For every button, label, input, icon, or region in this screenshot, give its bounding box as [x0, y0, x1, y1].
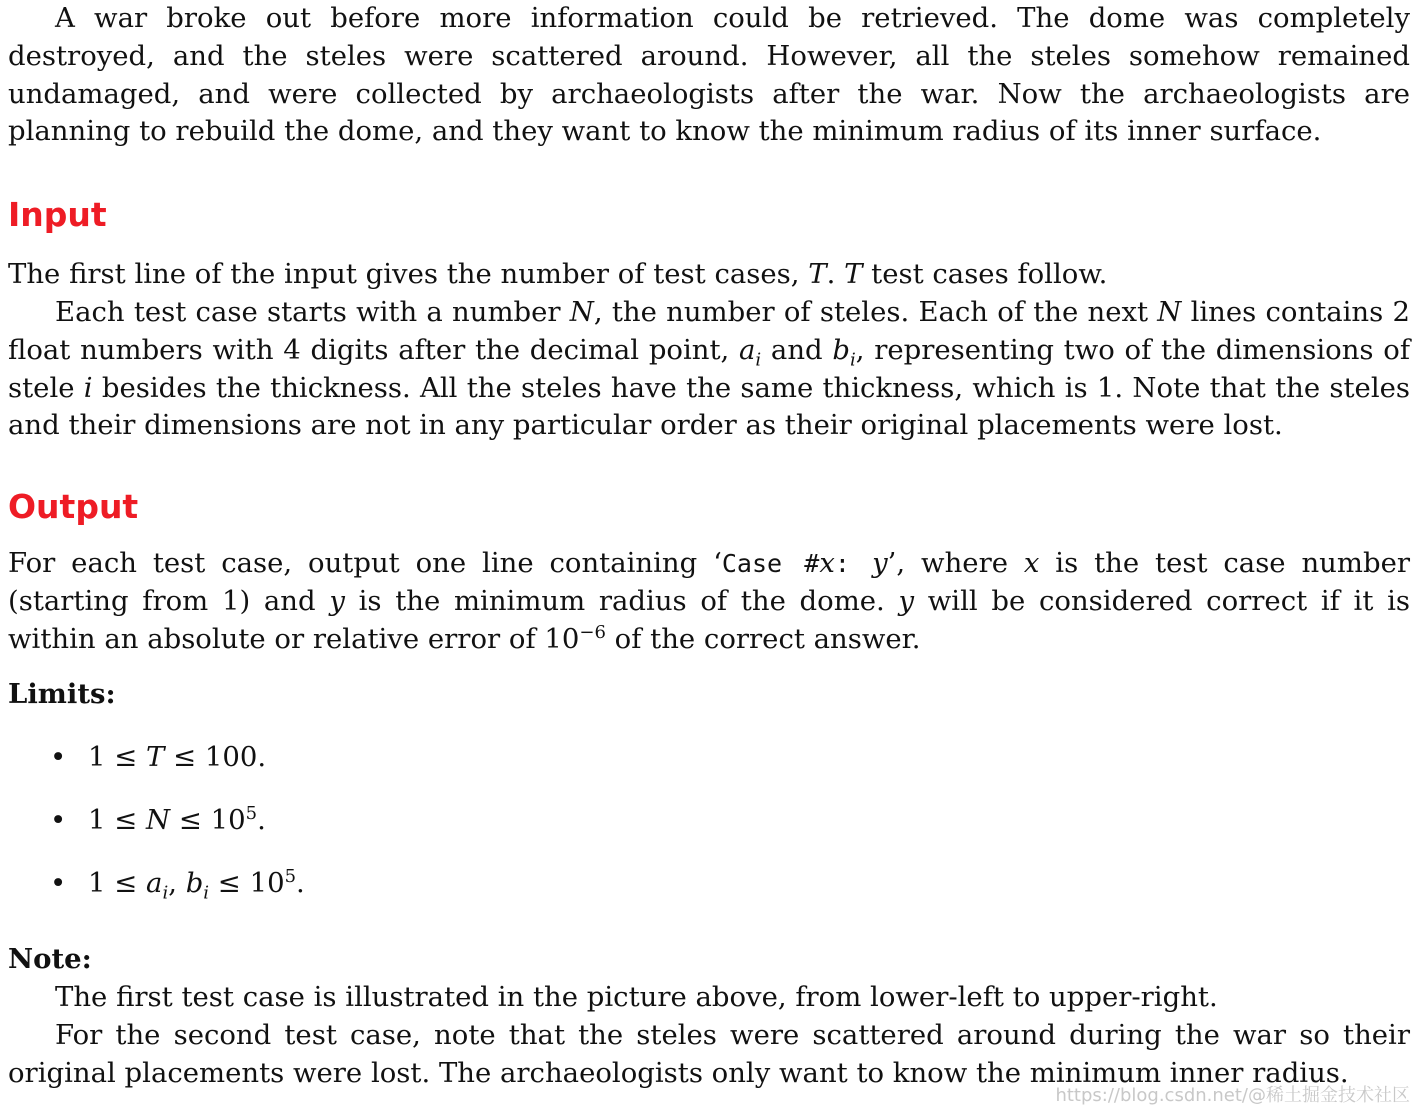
problem-statement	[8, 0, 1410, 1093]
input-heading: Input	[8, 195, 107, 235]
note-heading: Note:	[8, 943, 92, 976]
watermark: https://blog.csdn.net/@稀土掘金技术社区	[1055, 1085, 1410, 1106]
limit-item-t: • 1 ≤ T ≤ 100.	[8, 739, 1410, 802]
limits-heading: Limits:	[8, 677, 116, 710]
limit-item-n: • $1 \le N \le 10^5$.	[8, 802, 1410, 865]
input-paragraph-1: The first line of the input gives the number of test cases, T. T test cases follow.	[8, 258, 1108, 291]
intro-paragraph: A war broke out before more information could be retrieved. The dome was completely destroyed, and the steles were scattered around. However, all the steles somehow remained undamaged, and were collected by archaeologists after the war. Now the archaeologists are planning to rebuild the dome, and they want to know the minimum radius of its inner surface.	[8, 2, 1410, 148]
note-paragraph-2: For the second test case, note that the steles were scattered around during the war so their original placements were lost. The archaeologists only want to know the minimum inner radius.	[8, 1018, 1410, 1089]
bullet: •	[50, 867, 67, 900]
limits-list	[8, 739, 1410, 928]
limit-item-ab: • $1 \le a_i$, $b_i \le 10^5$.	[50, 866, 305, 904]
note-paragraph-1: The first test case is illustrated in the picture above, from lower-left to upper-right.	[55, 981, 1218, 1014]
bullet: •	[50, 804, 67, 837]
bullet: •	[50, 741, 67, 774]
output-paragraph: For each test case, output one line containing ‘Case #x: y’, where x is the test case number (starting from 1) and y is the minimum radius of the dome. y will be considered correct if it is within an absolute or relative error of $10^{-6}$ of the correct answer.	[8, 547, 1411, 655]
input-paragraph-2: Each test case starts with a number N, the number of steles. Each of the next N lines contains 2 float numbers with 4 digits after the decimal point, $a_i$ and $b_i$, representing two of the dimensions of stele i besides the thickness. All the steles have the same thickness, which is 1. Note that the steles and their dimensions are not in any particular order as their original placements were lost.	[8, 295, 1411, 442]
output-heading: Output	[8, 487, 139, 527]
